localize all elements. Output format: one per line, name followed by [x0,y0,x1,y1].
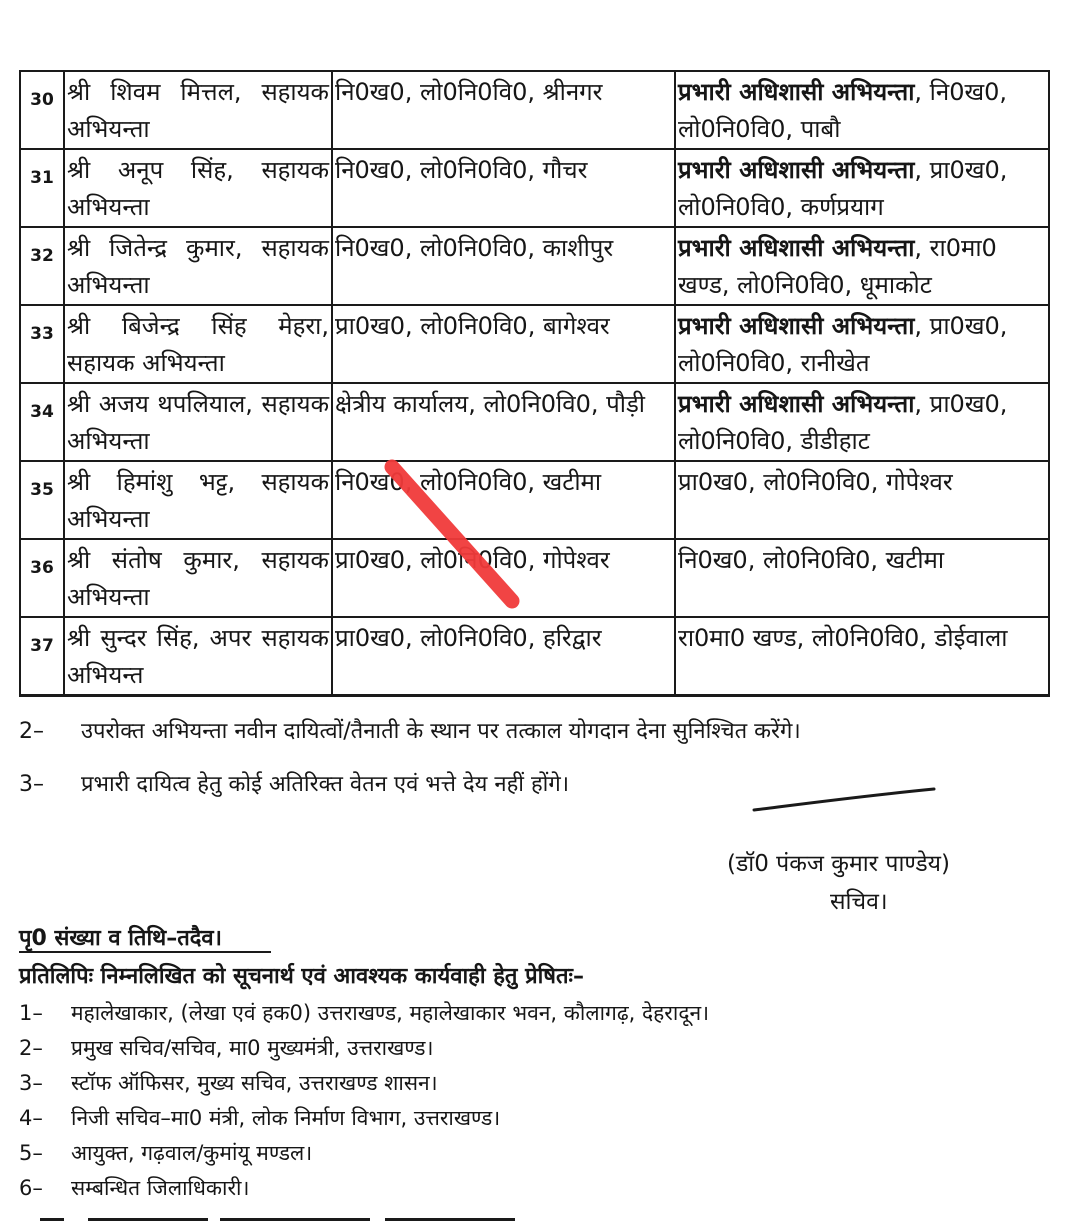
officer-name: श्री संतोष कुमार, सहायक अभियन्ता [64,539,332,617]
list-item-number: 3– [19,1071,43,1095]
new-posting-office: रा0मा0 खण्ड, लो0नि0वि0, डोईवाला [678,624,1008,652]
new-posting-role: प्रभारी अधिशासी अभियन्ता [678,78,915,106]
transfer-table-body [20,71,1049,696]
new-posting [675,71,1049,149]
current-posting: प्रा0ख0, लो0नि0वि0, बागेश्वर [332,305,675,383]
table-row [20,539,1049,617]
table-row [20,227,1049,305]
new-posting [675,461,1049,539]
paragraph-3-text: प्रभारी दायित्व हेतु कोई अतिरिक्त वेतन एवं भत्ते देय नहीं होंगे। [81,772,570,797]
new-posting-role: प्रभारी अधिशासी अभियन्ता [678,312,915,340]
paragraph-2-number: 2– [19,719,44,744]
row-number: 34 [20,383,64,461]
new-posting-office: नि0ख0, लो0नि0वि0, खटीमा [678,546,945,574]
current-posting: नि0ख0, लो0नि0वि0, काशीपुर [332,227,675,305]
cut-off-text-line [40,1216,520,1227]
table-row [20,617,1049,696]
new-posting [675,617,1049,696]
list-item-number: 1– [19,1001,43,1025]
list-item-text: निजी सचिव–मा0 मंत्री, लोक निर्माण विभाग, उत्तराखण्ड। [71,1106,501,1130]
new-posting-office: , प्रा0ख0, लो0नि0वि0, रानीखेत [678,312,1008,377]
paragraph-3-number: 3– [19,772,44,797]
new-posting-office: प्रा0ख0, लो0नि0वि0, गोपेश्वर [678,468,953,496]
row-number: 35 [20,461,64,539]
list-item-number: 2– [19,1036,43,1060]
signatory-name: (डॉ0 पंकज कुमार पाण्डेय) [727,851,950,877]
paragraph-2 [19,715,801,745]
list-item-text: प्रमुख सचिव/सचिव, मा0 मुख्यमंत्री, उत्तराखण्ड। [71,1036,434,1060]
officer-name: श्री अजय थपलियाल, सहायक अभियन्ता [64,383,332,461]
current-posting: नि0ख0, लो0नि0वि0, श्रीनगर [332,71,675,149]
list-item [19,1101,709,1136]
officer-name: श्री जितेन्द्र कुमार, सहायक अभियन्ता [64,227,332,305]
paragraph-3 [19,768,569,798]
table-row [20,71,1049,149]
signatory-designation: सचिव। [830,889,888,915]
table-row [20,305,1049,383]
row-number: 31 [20,149,64,227]
new-posting [675,227,1049,305]
current-posting: नि0ख0, लो0नि0वि0, गौचर [332,149,675,227]
officer-name: श्री हिमांशु भट्ट, सहायक अभियन्ता [64,461,332,539]
paragraph-2-text: उपरोक्त अभियन्ता नवीन दायित्वों/तैनाती के स्थान पर तत्काल योगदान देना सुनिश्चित करेंगे। [81,719,801,744]
new-posting-role: प्रभारी अधिशासी अभियन्ता [678,156,915,184]
row-number: 32 [20,227,64,305]
list-item [19,996,709,1031]
copy-heading: प्रतिलिपिः निम्नलिखित को सूचनार्थ एवं आवश्यक कार्यवाही हेतु प्रेषितः– [19,964,584,989]
row-number: 33 [20,305,64,383]
officer-name: श्री अनूप सिंह, सहायक अभियन्ता [64,149,332,227]
new-posting [675,305,1049,383]
new-posting-office: , प्रा0ख0, लो0नि0वि0, डीडीहाट [678,390,1008,455]
new-posting-role: प्रभारी अधिशासी अभियन्ता [678,390,915,418]
officer-name: श्री सुन्दर सिंह, अपर सहायक अभियन्त [64,617,332,696]
new-posting-office: , प्रा0ख0, लो0नि0वि0, कर्णप्रयाग [678,156,1008,221]
new-posting [675,539,1049,617]
new-posting [675,383,1049,461]
list-item-text: स्टॉफ ऑफिसर, मुख्य सचिव, उत्तराखण्ड शासन। [71,1071,438,1095]
list-item-text: आयुक्त, गढ़वाल/कुमांयू मण्डल। [71,1141,313,1165]
new-posting-office: , रा0मा0 खण्ड, लो0नि0वि0, धूमाकोट [678,234,997,299]
list-item-text: महालेखाकार, (लेखा एवं हक0) उत्तराखण्ड, महालेखाकार भवन, कौलागढ़, देहरादून। [71,1001,710,1025]
list-item-number: 4– [19,1106,43,1130]
current-posting: प्रा0ख0, लो0नि0वि0, हरिद्वार [332,617,675,696]
row-number: 30 [20,71,64,149]
red-marker-stroke [380,455,530,615]
list-item [19,1136,709,1171]
list-item [19,1066,709,1101]
list-item-text: सम्बन्धित जिलाधिकारी। [71,1176,250,1200]
distribution-list [19,996,709,1206]
transfer-table [19,70,1050,697]
current-posting: प्रा0ख0, लो0नि0वि0, गोपेश्वर [332,539,675,617]
list-item [19,1031,709,1066]
new-posting-role: प्रभारी अधिशासी अभियन्ता [678,234,915,262]
list-item [19,1171,709,1206]
list-item-number: 5– [19,1141,43,1165]
row-number: 37 [20,617,64,696]
table-row [20,383,1049,461]
table-row [20,149,1049,227]
reference-line: पृ0 संख्या व तिथि–तदैव। [19,926,222,951]
current-posting: क्षेत्रीय कार्यालय, लो0नि0वि0, पौड़ी [332,383,675,461]
new-posting [675,149,1049,227]
table-row [20,461,1049,539]
signature-stroke [752,786,942,816]
officer-name: श्री शिवम मित्तल, सहायक अभियन्ता [64,71,332,149]
new-posting-office: , नि0ख0, लो0नि0वि0, पाबौ [678,78,1008,143]
current-posting: नि0ख0, लो0नि0वि0, खटीमा [332,461,675,539]
row-number: 36 [20,539,64,617]
list-item-number: 6– [19,1176,43,1200]
reference-underline [19,951,271,953]
officer-name: श्री बिजेन्द्र सिंह मेहरा, सहायक अभियन्ता [64,305,332,383]
